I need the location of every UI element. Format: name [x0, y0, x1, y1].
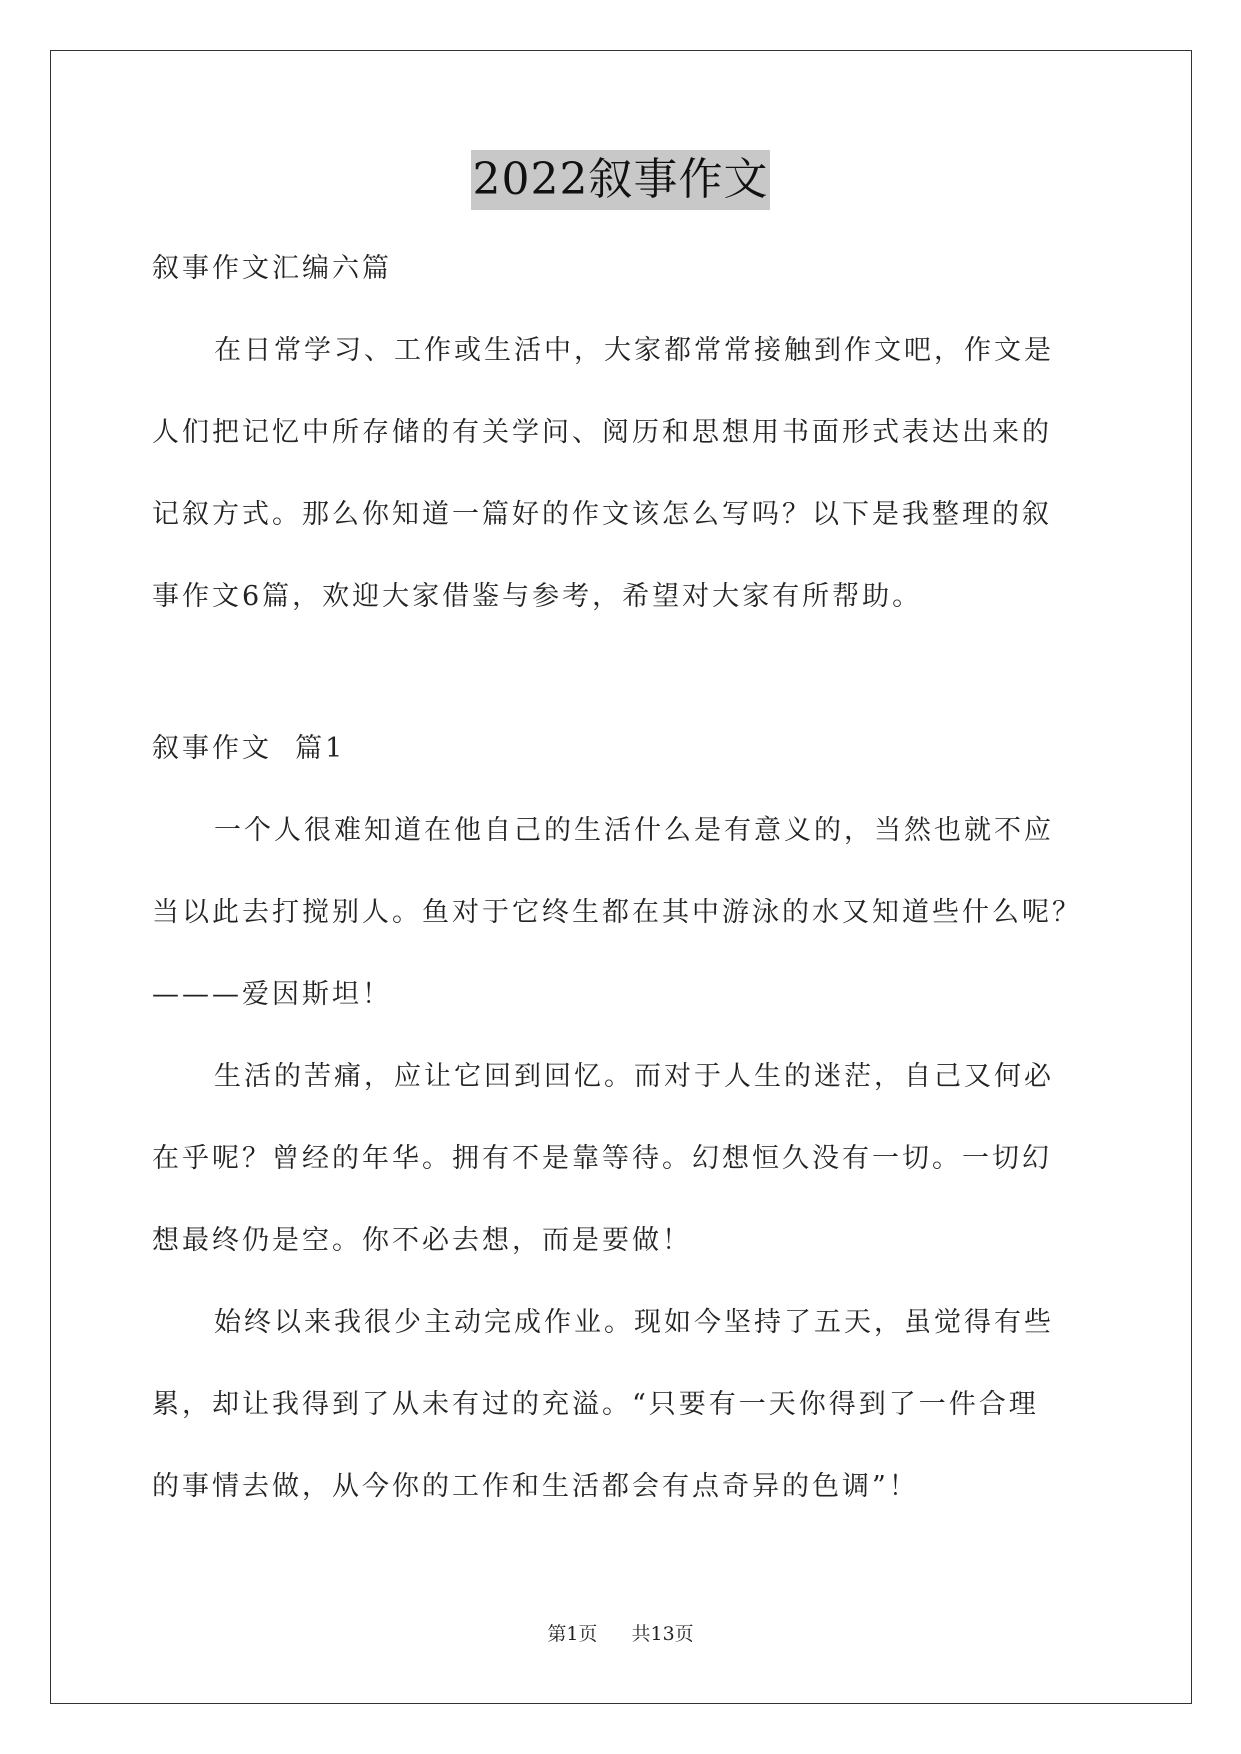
- page-footer: [0, 1619, 1241, 1646]
- document-subtitle: 叙事作文汇编六篇: [152, 253, 392, 284]
- paragraph-line: 一个人很难知道在他自己的生活什么是有意义的，当然也就不应: [214, 815, 1054, 846]
- page-number-current: 第1页: [547, 1623, 598, 1645]
- paragraph-line: 在乎呢？曾经的年华。拥有不是靠等待。幻想恒久没有一切。一切幻: [152, 1143, 1052, 1174]
- paragraph-line: 累，却让我得到了从未有过的充溢。“只要有一天你得到了一件合理: [152, 1389, 1039, 1420]
- quote-attribution: ———爱因斯坦！: [152, 979, 392, 1010]
- document-body: [152, 228, 1102, 1528]
- paragraph-line: 想最终仍是空。你不必去想，而是要做！: [152, 1225, 692, 1256]
- intro-line: 记叙方式。那么你知道一篇好的作文该怎么写吗？以下是我整理的叙: [152, 499, 1052, 530]
- intro-line: 在日常学习、工作或生活中，大家都常常接触到作文吧，作文是: [214, 335, 1054, 366]
- paragraph-line: 始终以来我很少主动完成作业。现如今坚持了五天，虽觉得有些: [214, 1307, 1054, 1338]
- page-number-total: 共13页: [631, 1623, 694, 1645]
- paragraph-line: 生活的苦痛，应让它回到回忆。而对于人生的迷茫，自己又何必: [214, 1061, 1054, 1092]
- paragraph-line: 当以此去打搅别人。鱼对于它终生都在其中游泳的水又知道些什么呢？: [152, 897, 1082, 928]
- paragraph-line: 的事情去做，从今你的工作和生活都会有点奇异的色调”！: [152, 1471, 919, 1502]
- title-container: [0, 150, 1241, 210]
- intro-line: 事作文6篇，欢迎大家借鉴与参考，希望对大家有所帮助。: [152, 581, 923, 612]
- spacer: [152, 638, 1102, 708]
- intro-line: 人们把记忆中所存储的有关学问、阅历和思想用书面形式表达出来的: [152, 417, 1052, 448]
- document-title: 2022叙事作文: [471, 150, 771, 210]
- section-heading: 叙事作文 篇1: [152, 733, 346, 764]
